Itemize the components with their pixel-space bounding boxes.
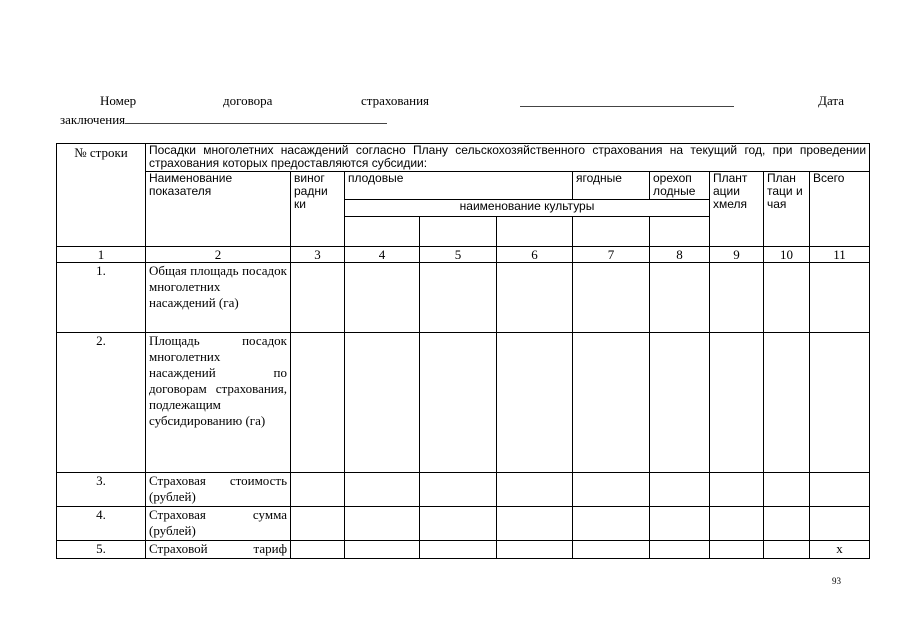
culture-cell[interactable] xyxy=(573,217,650,247)
row-label: Страховая стоимость (рублей) xyxy=(146,473,291,507)
main-header: Посадки многолетних насаждений согласно Плану сельскохозяйственного страхования на текущий год, при проведении страхования которых предоставляются субсидии: xyxy=(146,144,870,172)
total-cell[interactable] xyxy=(810,263,870,333)
column-number: 1 xyxy=(57,247,146,263)
data-cell[interactable] xyxy=(497,473,573,507)
row-label: Страховая сумма (рублей) xyxy=(146,507,291,541)
data-cell[interactable] xyxy=(573,541,650,559)
header-word-number: Номер xyxy=(100,93,137,108)
culture-name-header: наименование культуры xyxy=(345,200,710,217)
row-label: Страховой тариф xyxy=(146,541,291,559)
column-number: 9 xyxy=(710,247,764,263)
data-cell[interactable] xyxy=(710,541,764,559)
column-number: 11 xyxy=(810,247,870,263)
table-row xyxy=(57,473,870,507)
data-cell[interactable] xyxy=(573,473,650,507)
fruit-header: плодовые xyxy=(345,172,573,200)
row-label: Общая площадь посадок многолетних насаждений (га) xyxy=(146,263,291,333)
data-cell[interactable] xyxy=(764,473,810,507)
culture-cell[interactable] xyxy=(497,217,573,247)
row-number: 5. xyxy=(57,541,146,559)
data-cell[interactable] xyxy=(573,263,650,333)
data-cell[interactable] xyxy=(291,541,345,559)
data-cell[interactable] xyxy=(710,263,764,333)
data-cell[interactable] xyxy=(291,333,345,473)
column-number-row xyxy=(57,247,870,263)
column-number: 4 xyxy=(345,247,420,263)
data-cell[interactable] xyxy=(420,507,497,541)
page-number: 93 xyxy=(832,576,841,586)
column-number: 2 xyxy=(146,247,291,263)
contract-number-blank[interactable] xyxy=(520,106,734,107)
data-cell[interactable] xyxy=(573,333,650,473)
data-cell[interactable] xyxy=(710,473,764,507)
header-word-date: Дата xyxy=(818,93,844,108)
culture-cell[interactable] xyxy=(420,217,497,247)
column-number: 8 xyxy=(650,247,710,263)
indicator-header: Наименование показателя xyxy=(146,172,291,247)
table-row xyxy=(57,507,870,541)
data-cell[interactable] xyxy=(497,541,573,559)
data-cell[interactable] xyxy=(650,473,710,507)
total-cell[interactable]: х xyxy=(810,541,870,559)
col-row-number-header: № строки xyxy=(57,144,146,247)
row-number: 4. xyxy=(57,507,146,541)
conclusion-date-line xyxy=(60,111,387,128)
data-cell[interactable] xyxy=(650,507,710,541)
data-cell[interactable] xyxy=(497,333,573,473)
total-cell[interactable] xyxy=(810,333,870,473)
row-label: Площадь посадок многолетних насаждений по договорам страхования, подлежащим субсидированию (га) xyxy=(146,333,291,473)
data-cell[interactable] xyxy=(345,507,420,541)
data-cell[interactable] xyxy=(291,263,345,333)
data-cell[interactable] xyxy=(497,507,573,541)
data-cell[interactable] xyxy=(573,507,650,541)
data-cell[interactable] xyxy=(764,541,810,559)
header-word-conclusion: заключения xyxy=(60,112,126,127)
table-row xyxy=(57,541,870,559)
column-number: 6 xyxy=(497,247,573,263)
plantings-table xyxy=(56,143,870,559)
data-cell[interactable] xyxy=(291,507,345,541)
data-cell[interactable] xyxy=(710,333,764,473)
data-cell[interactable] xyxy=(345,263,420,333)
data-cell[interactable] xyxy=(345,541,420,559)
table-row xyxy=(57,263,870,333)
data-cell[interactable] xyxy=(291,473,345,507)
column-number: 3 xyxy=(291,247,345,263)
conclusion-date-blank[interactable] xyxy=(125,111,387,124)
column-number: 5 xyxy=(420,247,497,263)
data-cell[interactable] xyxy=(650,541,710,559)
data-cell[interactable] xyxy=(764,263,810,333)
data-cell[interactable] xyxy=(420,263,497,333)
row-number: 2. xyxy=(57,333,146,473)
tea-header: План таци и чая xyxy=(764,172,810,247)
row-number: 3. xyxy=(57,473,146,507)
grapes-header: виног радни ки xyxy=(291,172,345,247)
data-cell[interactable] xyxy=(420,333,497,473)
data-cell[interactable] xyxy=(420,473,497,507)
data-cell[interactable] xyxy=(764,333,810,473)
table-row xyxy=(57,333,870,473)
data-cell[interactable] xyxy=(650,333,710,473)
culture-cell[interactable] xyxy=(345,217,420,247)
total-cell[interactable] xyxy=(810,473,870,507)
header-word-insurance: страхования xyxy=(361,93,430,108)
total-cell[interactable] xyxy=(810,507,870,541)
column-number: 10 xyxy=(764,247,810,263)
column-number: 7 xyxy=(573,247,650,263)
data-cell[interactable] xyxy=(345,333,420,473)
data-cell[interactable] xyxy=(650,263,710,333)
data-cell[interactable] xyxy=(420,541,497,559)
header-word-contract: договора xyxy=(223,93,273,108)
nuts-header: орехоп лодные xyxy=(650,172,710,200)
data-cell[interactable] xyxy=(345,473,420,507)
row-number: 1. xyxy=(57,263,146,333)
hops-header: Плант ации хмеля xyxy=(710,172,764,247)
contract-number-line xyxy=(60,93,844,109)
data-cell[interactable] xyxy=(710,507,764,541)
data-cell[interactable] xyxy=(764,507,810,541)
berry-header: ягодные xyxy=(573,172,650,200)
total-header: Всего xyxy=(810,172,870,247)
data-cell[interactable] xyxy=(497,263,573,333)
culture-cell[interactable] xyxy=(650,217,710,247)
